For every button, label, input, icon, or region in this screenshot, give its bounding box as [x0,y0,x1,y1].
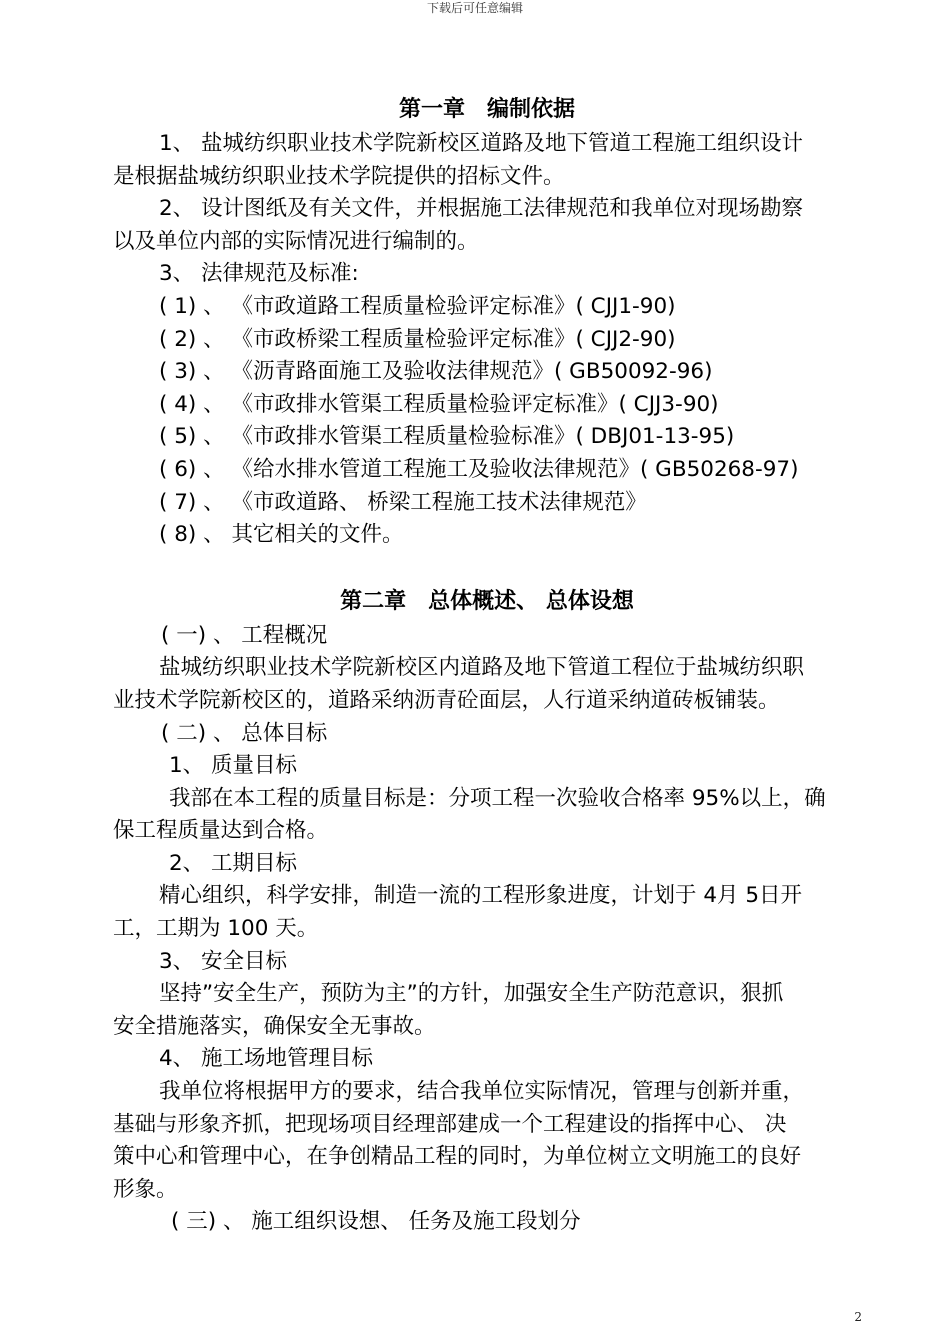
paragraph-line: 保工程质量达到合格。 [113,818,329,844]
section-heading: ( 二) 、 总体目标 [161,720,328,746]
paragraph-line: 精心组织，科学安排，制造一流的工程形象进度，计划于 4月 5日开 [159,883,803,909]
paragraph-line: 工，工期为 100 天。 [113,916,319,942]
paragraph-line: 业技术学院新校区的，道路采纳沥青砼面层，人行道采纳道砖板铺装。 [113,687,780,713]
standard-item: ( 8) 、 其它相关的文件。 [159,522,404,548]
standard-item: ( 7) 、 《市政道路、 桥梁工程施工技术法律规范》 [159,489,647,515]
goal-heading: 1、 质量目标 [169,753,298,779]
standard-item: ( 6) 、 《给水排水管道工程施工及验收法律规范》( GB50268-97) [159,456,799,482]
paragraph-line: 3、 法律规范及标准: [159,261,359,287]
standard-item: ( 5) 、 《市政排水管渠工程质量检验标准》( DBJ01-13-95) [159,424,735,450]
goal-heading: 2、 工期目标 [169,850,298,876]
standard-item: ( 2) 、 《市政桥梁工程质量检验评定标准》( CJJ2-90) [159,326,676,352]
page-number: 2 [854,1310,862,1324]
document-body [113,92,861,1239]
paragraph-line: 2、 设计图纸及有关文件，并根据施工法律规范和我单位对现场勘察 [159,196,804,222]
chapter-2-title: 第二章 总体概述、 总体设想 [340,588,634,614]
goal-heading: 3、 安全目标 [159,948,288,974]
paragraph-line: 策中心和管理中心，在争创精品工程的同时，为单位树立文明施工的良好 [113,1144,802,1170]
page-header: 下载后可任意编辑 [426,1,523,15]
standard-item: ( 1) 、 《市政道路工程质量检验评定标准》( CJJ1-90) [159,293,676,319]
paragraph-line: 是根据盐城纺织职业技术学院提供的招标文件。 [113,163,565,189]
paragraph-line: 基础与形象齐抓，把现场项目经理部建成一个工程建设的指挥中心、 决 [113,1111,787,1137]
paragraph-line: 以及单位内部的实际情况进行编制的。 [113,228,479,254]
paragraph-line: 坚持”安全生产，预防为主”的方针，加强安全生产防范意识，狠抓 [159,981,784,1007]
paragraph-line: 安全措施落实，确保安全无事故。 [113,1013,436,1039]
standard-item: ( 4) 、 《市政排水管渠工程质量检验评定标准》( CJJ3-90) [159,391,719,417]
goal-heading: 4、 施工场地管理目标 [159,1046,374,1072]
section-heading: ( 三) 、 施工组织设想、 任务及施工段划分 [171,1209,581,1235]
paragraph-line: 1、 盐城纺织职业技术学院新校区道路及地下管道工程施工组织设计 [159,131,804,156]
paragraph-line: 盐城纺织职业技术学院新校区内道路及地下管道工程位于盐城纺织职 [159,655,805,681]
section-heading: ( 一) 、 工程概况 [161,622,328,648]
paragraph-line: 形象。 [113,1176,178,1202]
standard-item: ( 3) 、 《沥青路面施工及验收法律规范》( GB50092-96) [159,359,713,385]
paragraph-line: 我单位将根据甲方的要求，结合我单位实际情况，管理与创新并重， [159,1079,805,1105]
paragraph-line: 我部在本工程的质量目标是：分项工程一次验收合格率 95%以上，确 [169,785,826,811]
section-gap [113,552,861,584]
chapter-1-title: 第一章 编制依据 [398,97,575,122]
